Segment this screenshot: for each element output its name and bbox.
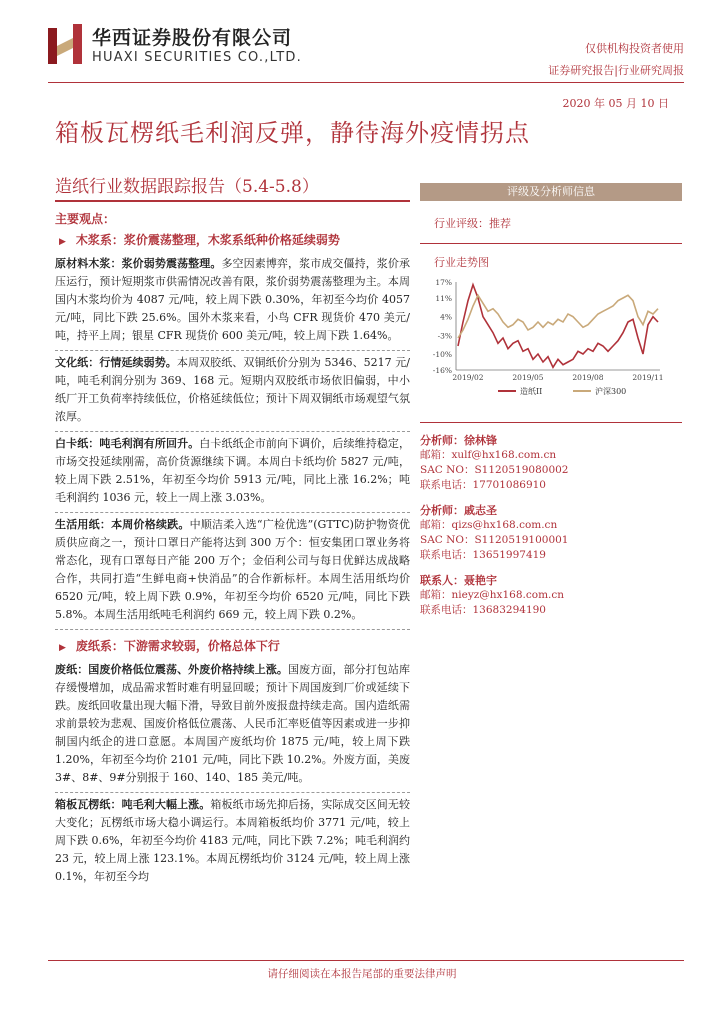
paragraph-lead: 原材料木浆：浆价弱势震荡整理。 bbox=[55, 257, 222, 270]
trend-chart-label: 行业走势图 bbox=[434, 256, 489, 269]
rating-header: 评级及分析师信息 bbox=[420, 183, 682, 201]
rating-divider bbox=[420, 243, 682, 244]
section-pulp-heading bbox=[55, 230, 410, 252]
paragraph-tissue bbox=[55, 516, 410, 630]
subtitle-divider bbox=[55, 200, 410, 202]
y-tick-label: -3% bbox=[437, 331, 452, 341]
section-waste-title: 废纸系：下游需求较弱，价格总体下行 bbox=[75, 639, 280, 653]
legal-notice: 请仔细阅读在本报告尾部的重要法律声明 bbox=[267, 968, 457, 980]
y-tick-label: 17% bbox=[435, 278, 452, 287]
x-tick-label: 2019/05 bbox=[512, 373, 544, 382]
y-tick-label: -10% bbox=[432, 350, 452, 359]
paragraph-text: 本周双胶纸、双铜纸价分别为 5346、5217 元/吨，吨毛利润分别为 369、168 元。短期内双胶纸市场依旧偏弱，中小纸厂开工负荷率持续低位，价格延续低位；预计下周双铜纸市场观望气氛浓厚。 bbox=[55, 356, 411, 423]
main-points-heading: 主要观点： bbox=[55, 212, 116, 226]
section-pulp-title: 木浆系：浆价震荡整理，木浆系纸种价格延续弱势 bbox=[75, 233, 340, 247]
legend-label: 造纸II bbox=[520, 387, 543, 396]
paragraph-lead: 生活用纸：本周价格续跌。 bbox=[55, 518, 190, 531]
sidebar bbox=[420, 183, 682, 618]
paragraph-text: 中顺洁柔入选“广检优选”(GTTC)防护物资优质供应商之一，预计口罩日产能将达到 300 万个：恒安集团口罩业务将常态化，现有口罩每日产能 200 万个；金佰利公司与每日优鲜达成战略合作，共同打造“生鲜电商+快消品”的合作新标杆。本周生活用纸均价 6520 元/吨，较上周下跌 0.9%，年初至今均价 6520 元/吨，同比下跌 5.8%。本周生活用纸吨毛利润约 669 元，较上周下跌 0.2%。 bbox=[55, 518, 410, 621]
y-tick-label: 4% bbox=[440, 312, 452, 322]
bullet-arrow-icon: ▶ bbox=[59, 237, 66, 247]
y-tick-label: 11% bbox=[435, 294, 452, 303]
company-name-en: HUAXI SECURITIES CO.,LTD. bbox=[92, 50, 302, 65]
main-content bbox=[55, 210, 410, 891]
analyst-email: 邮箱：xulf@hx168.com.cn bbox=[420, 449, 557, 461]
analyst-card bbox=[420, 433, 682, 493]
analyst-phone: 联系电话：13651997419 bbox=[420, 549, 546, 561]
trend-chart-svg bbox=[420, 274, 682, 414]
x-tick-label: 2019/11 bbox=[632, 373, 664, 382]
paragraph-waste-paper bbox=[55, 661, 410, 793]
legend-label: 沪深300 bbox=[595, 387, 627, 396]
paragraph-lead: 文化纸：行情延续弱势。 bbox=[55, 356, 177, 369]
paragraph-text: 白卡纸纸企市前向下调价，后续维持稳定，市场交投延续刚需，高价货源继续下调。本周白卡纸均价 5827 元/吨，较上周下跌 2.51%，年初至今均价 5913 元/吨，同比上涨 16.2%；吨毛利润约 1036 元，较上一周上涨 3.03%。 bbox=[55, 437, 411, 504]
series-line bbox=[458, 285, 658, 368]
analyst-phone: 联系电话：17701086910 bbox=[420, 479, 546, 491]
x-tick-label: 2019/02 bbox=[452, 373, 484, 382]
company-logo-icon bbox=[48, 24, 82, 64]
chart-divider bbox=[420, 422, 682, 423]
paragraph-lead: 废纸：国废价格低位震荡、外废价格持续上涨。 bbox=[55, 663, 289, 676]
section-waste-heading bbox=[55, 636, 410, 658]
contact-card bbox=[420, 573, 682, 618]
paragraph-lead: 白卡纸：吨毛利润有所回升。 bbox=[55, 437, 200, 450]
company-name-cn: 华西证券股份有限公司 bbox=[92, 27, 293, 49]
bullet-arrow-icon: ▶ bbox=[59, 643, 66, 653]
paragraph-white-card bbox=[55, 435, 410, 513]
analyst-sac: SAC NO：S1120519080002 bbox=[420, 464, 569, 476]
trend-chart bbox=[420, 274, 682, 414]
contact-email: 邮箱：nieyz@hx168.com.cn bbox=[420, 589, 565, 601]
paragraph-text: 箱板纸市场先抑后扬，实际成交区间无较大变化；瓦楞纸市场大稳小调运行。本周箱板纸均价 3771 元/吨，较上周下跌 0.6%，年初至今均价 4183 元/吨，同比下跌 7.2%；吨毛利润约 23 元，较上周上涨 123.1%。本周瓦楞纸均价 3124 元/吨，较上周上涨 0.1%，年初至今均 bbox=[55, 798, 411, 883]
analyst-email: 邮箱：qizs@hx168.com.cn bbox=[420, 519, 558, 531]
paragraph-pulp bbox=[55, 255, 410, 351]
analyst-card bbox=[420, 503, 682, 563]
x-tick-label: 2019/08 bbox=[572, 373, 604, 382]
paragraph-text: 多空因素博弈，浆市成交僵持，浆价承压运行，预计短期浆市供需情况改善有限，浆价弱势震荡整理为主。本周国内木浆均价为 4087 元/吨，较上周下跌 0.30%，年初至今均价 4057 元/吨，同比下跌 25.6%。国外木浆来看，小鸟 CFR 现货价 470 美元/吨，持平上周；银星 CFR 现货价 600 美元/吨，较上周下跌 1.64%。 bbox=[55, 257, 411, 342]
paragraph-culture-paper bbox=[55, 354, 410, 432]
footer-divider bbox=[48, 960, 684, 961]
y-tick-label: -16% bbox=[432, 366, 452, 375]
report-type-label: 证券研究报告|行业研究周报 bbox=[548, 64, 684, 77]
paragraph-text: 国废方面，部分打包站库存缓慢增加，成品需求暂时难有明显回暖；预计下周国废到厂价或延续下跌。废纸回收量出现大幅下滑，导致目前外废报盘持续走高。国内造纸需求前景较为悲观、国废价格低位震荡、人民币汇率贬值等因素或进一步抑制国内纸企的进口意愿。本周国产废纸均价 1875 元/吨，较上周下跌 1.20%，年初至今均价 2101 元/吨，同比下跌 10.2%。外废方面，美废 3#、8#、9#分别报于 160、140、185 美元/吨。 bbox=[55, 663, 410, 784]
paragraph-containerboard bbox=[55, 796, 410, 891]
analyst-name: 分析师：戚志圣 bbox=[420, 504, 497, 517]
industry-rating: 行业评级：推荐 bbox=[434, 217, 511, 230]
header-divider bbox=[48, 82, 684, 83]
paragraph-lead: 箱板瓦楞纸：吨毛利大幅上涨。 bbox=[55, 798, 211, 811]
report-date: 2020 年 05 月 10 日 bbox=[562, 97, 669, 110]
contact-name: 联系人：聂艳宇 bbox=[420, 574, 497, 587]
audience-label: 仅供机构投资者使用 bbox=[585, 42, 684, 55]
report-title: 箱板瓦楞纸毛利润反弹，静待海外疫情拐点 bbox=[55, 119, 530, 147]
analyst-sac: SAC NO：S1120519100001 bbox=[420, 534, 569, 546]
report-subtitle: 造纸行业数据跟踪报告（5.4-5.8） bbox=[55, 177, 319, 197]
series-line bbox=[458, 295, 658, 338]
analyst-name: 分析师：徐林锋 bbox=[420, 434, 497, 447]
contact-phone: 联系电话：13683294190 bbox=[420, 604, 546, 616]
